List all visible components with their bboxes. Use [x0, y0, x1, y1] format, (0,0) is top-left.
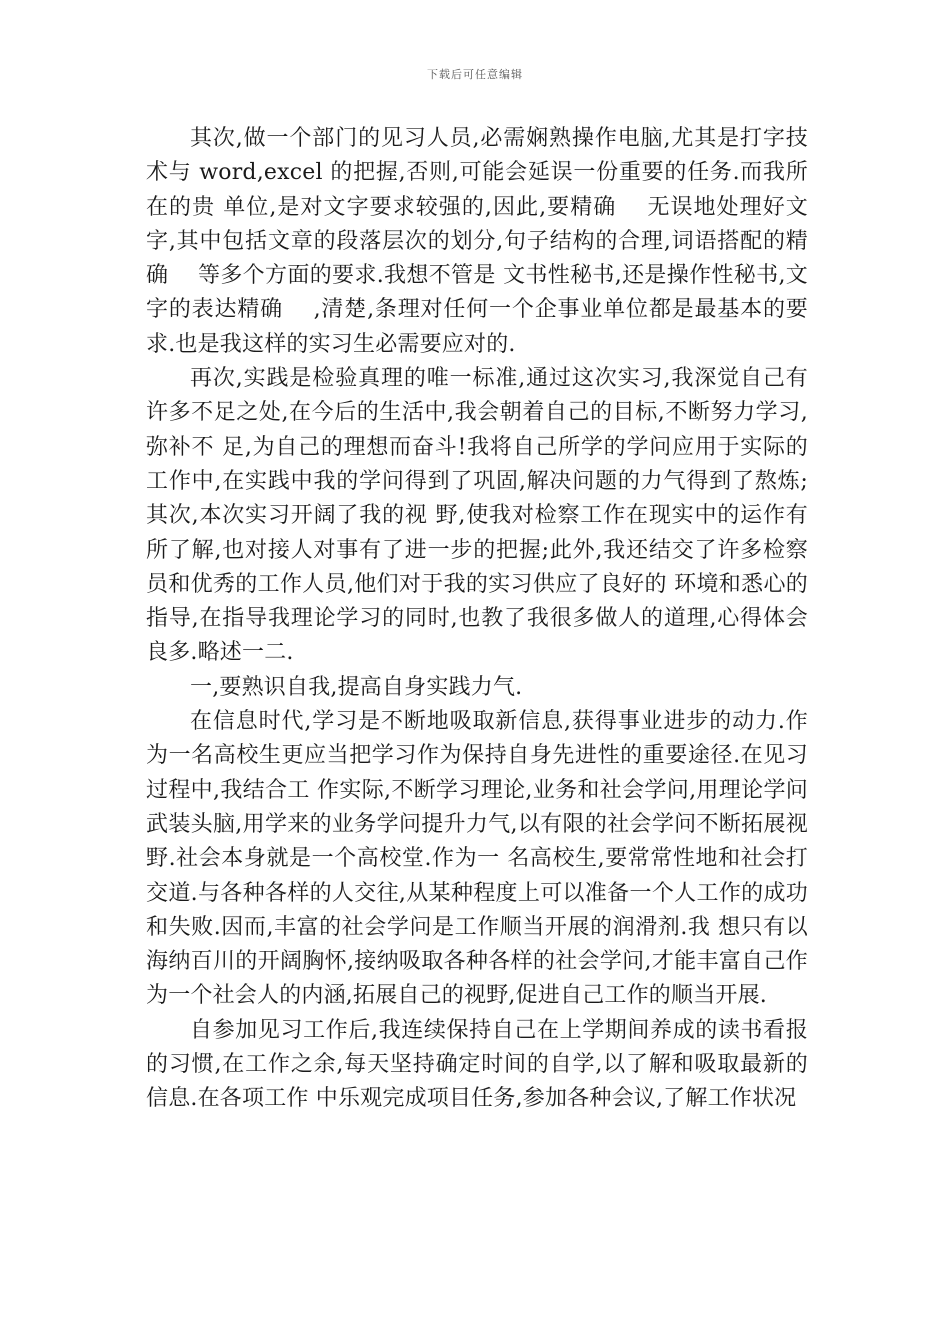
- paragraph-2: 再次,实践是检验真理的唯一标准,通过这次实习,我深觉自己有许多不足之处,在今后的生活中,我会朝着自己的目标,不断努力学习,弥补不 足,为自己的理想而奋斗!我将自己所学的学问应用于实际的工作中,在实践中我的学问得到了巩固,解决问题的力气得到了熬炼;其次,本次实习开阔了我的视 野,使我对检察工作在现实中的运作有所了解,也对接人对事有了进一步的把握;此外,我还结交了许多检察员和优秀的工作人员,他们对于我的实习供应了良好的 环境和悉心的指导,在指导我理论学习的同时,也教了我很多做人的道理,心得体会良多.略述一二.: [146, 366, 808, 666]
- paragraph-1: 其次,做一个部门的见习人员,必需娴熟操作电脑,尤其是打字技术与 word,excel 的把握,否则,可能会延误一份重要的任务.而我所在的贵 单位,是对文字要求较强的,因此,要精确 无误地处理好文字,其中包括文章的段落层次的划分,句子结构的合理,词语搭配的精确 等多个方面的要求.我想不管是 文书性秘书,还是操作性秘书,文字的表达精确 ,清楚,条理对任何一个企事业单位都是最基本的要求.也是我这样的实习生必需要应对的.: [146, 126, 808, 357]
- paragraph-4: 自参加见习工作后,我连续保持自己在上学期间养成的读书看报的习惯,在工作之余,每天坚持确定时间的自学,以了解和吸取最新的信息.在各项工作 中乐观完成项目任务,参加各种会议,了解工作状况: [146, 1017, 808, 1112]
- section-heading: 一,要熟识自我,提高自身实践力气.: [190, 674, 523, 700]
- page-header: 下载后可任意编辑: [427, 68, 523, 81]
- document-body: [146, 122, 808, 1117]
- paragraph-3: 在信息时代,学习是不断地吸取新信息,获得事业进步的动力.作为一名高校生更应当把学习作为保持自身先进性的重要途径.在见习过程中,我结合工 作实际,不断学习理论,业务和社会学问,用理论学问武装头脑,用学来的业务学问提升力气,以有限的社会学问不断拓展视野.社会本身就是一个高校堂.作为一 名高校生,要常常性地和社会打交道.与各种各样的人交往,从某种程度上可以准备一个人工作的成功和失败.因而,丰富的社会学问是工作顺当开展的润滑剂.我 想只有以海纳百川的开阔胸怀,接纳吸取各种各样的社会学问,才能丰富自己作为一个社会人的内涵,拓展自己的视野,促进自己工作的顺当开展.: [146, 709, 808, 1009]
